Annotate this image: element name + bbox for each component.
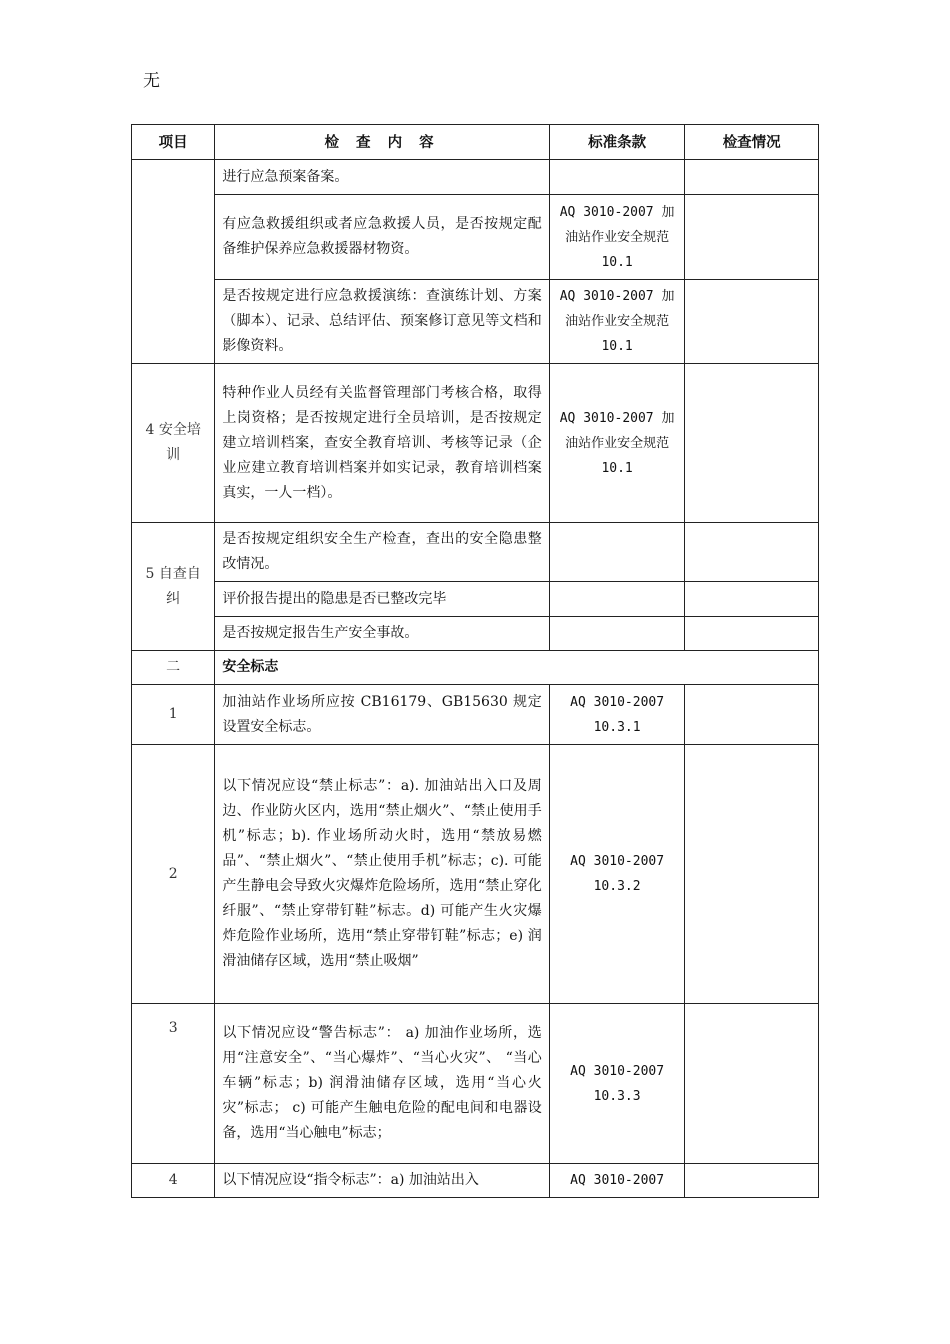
header-result: 检查情况 (685, 125, 819, 160)
result-cell (685, 685, 819, 745)
standard-cell: AQ 3010-2007 加油站作业安全规范 10.1 (549, 195, 685, 280)
table-row (132, 523, 819, 582)
table-row (132, 364, 819, 523)
table-row (132, 195, 819, 280)
content-cell: 是否按规定组织安全生产检查，查出的安全隐患整改情况。 (215, 523, 549, 582)
content-cell: 加油站作业场所应按 CB16179、GB15630 规定设置安全标志。 (215, 685, 549, 745)
section-title: 安全标志 (215, 651, 819, 685)
content-cell: 以下情况应设“指令标志”：a) 加油站出入 (215, 1164, 549, 1198)
section-row (132, 651, 819, 685)
result-cell (685, 364, 819, 523)
table-row (132, 617, 819, 651)
result-cell (685, 195, 819, 280)
header-standard: 标准条款 (549, 125, 685, 160)
table-header-row (132, 125, 819, 160)
item-number: 4 (132, 1164, 215, 1198)
table-row (132, 1164, 819, 1198)
item-number: 2 (132, 745, 215, 1004)
standard-cell (549, 617, 685, 651)
table-row (132, 745, 819, 1004)
standard-cell (549, 582, 685, 617)
content-cell: 是否按规定报告生产安全事故。 (215, 617, 549, 651)
content-cell: 以下情况应设“禁止标志”：a). 加油站出入口及周边、作业防火区内，选用“禁止烟火”、“禁止使用手机”标志；b). 作业场所动火时，选用“禁放易燃品”、“禁止烟火”、“禁止使用手机”标志；c). 可能产生静电会导致火灾爆炸危险场所，选用“禁止穿化纤服”、“禁止穿带钉鞋”标志。d) 可能产生火灾爆炸危险作业场所，选用“禁止穿带钉鞋”标志；e) 润滑油储存区域，选用“禁止吸烟” (215, 745, 549, 1004)
table-row (132, 1004, 819, 1164)
project-cell: 5 自查自纠 (132, 523, 215, 651)
content-cell: 特种作业人员经有关监督管理部门考核合格，取得上岗资格；是否按规定进行全员培训，是否按规定建立培训档案，查安全教育培训、考核等记录（企业应建立教育培训档案并如实记录，教育培训档案真实，一人一档）。 (215, 364, 549, 523)
section-number: 二 (132, 651, 215, 685)
table-row (132, 582, 819, 617)
result-cell (685, 617, 819, 651)
standard-cell: AQ 3010-2007 加油站作业安全规范 10.1 (549, 280, 685, 364)
standard-cell: AQ 3010-2007 (549, 1164, 685, 1198)
item-number: 3 (132, 1004, 215, 1164)
content-cell: 是否按规定进行应急救援演练：查演练计划、方案（脚本）、记录、总结评估、预案修订意见等文档和影像资料。 (215, 280, 549, 364)
standard-cell: AQ 3010-2007 加油站作业安全规范 10.1 (549, 364, 685, 523)
standard-cell (549, 523, 685, 582)
result-cell (685, 1164, 819, 1198)
result-cell (685, 745, 819, 1004)
standard-cell (549, 160, 685, 195)
table-row (132, 685, 819, 745)
table-row (132, 160, 819, 195)
content-cell: 以下情况应设“警告标志”： a) 加油作业场所，选用“注意安全”、“当心爆炸”、“当心火灾”、 “当心车辆”标志；b) 润滑油储存区域，选用“当心火灾”标志； c) 可能产生触电危险的配电间和电器设备，选用“当心触电”标志； (215, 1004, 549, 1164)
project-cell: 4 安全培训 (132, 364, 215, 523)
table-row (132, 280, 819, 364)
standard-cell: AQ 3010-2007 10.3.3 (549, 1004, 685, 1164)
content-cell: 评价报告提出的隐患是否已整改完毕 (215, 582, 549, 617)
content-cell: 有应急救援组织或者应急救援人员，是否按规定配备维护保养应急救援器材物资。 (215, 195, 549, 280)
header-content: 检 查 内 容 (215, 125, 549, 160)
result-cell (685, 280, 819, 364)
project-cell-empty (132, 160, 215, 364)
standard-cell: AQ 3010-2007 10.3.2 (549, 745, 685, 1004)
result-cell (685, 582, 819, 617)
result-cell (685, 523, 819, 582)
standard-cell: AQ 3010-2007 10.3.1 (549, 685, 685, 745)
item-number: 1 (132, 685, 215, 745)
content-cell: 进行应急预案备案。 (215, 160, 549, 195)
corner-mark: 无 (143, 71, 160, 91)
header-project: 项目 (132, 125, 215, 160)
result-cell (685, 1004, 819, 1164)
inspection-table (131, 124, 819, 1198)
result-cell (685, 160, 819, 195)
